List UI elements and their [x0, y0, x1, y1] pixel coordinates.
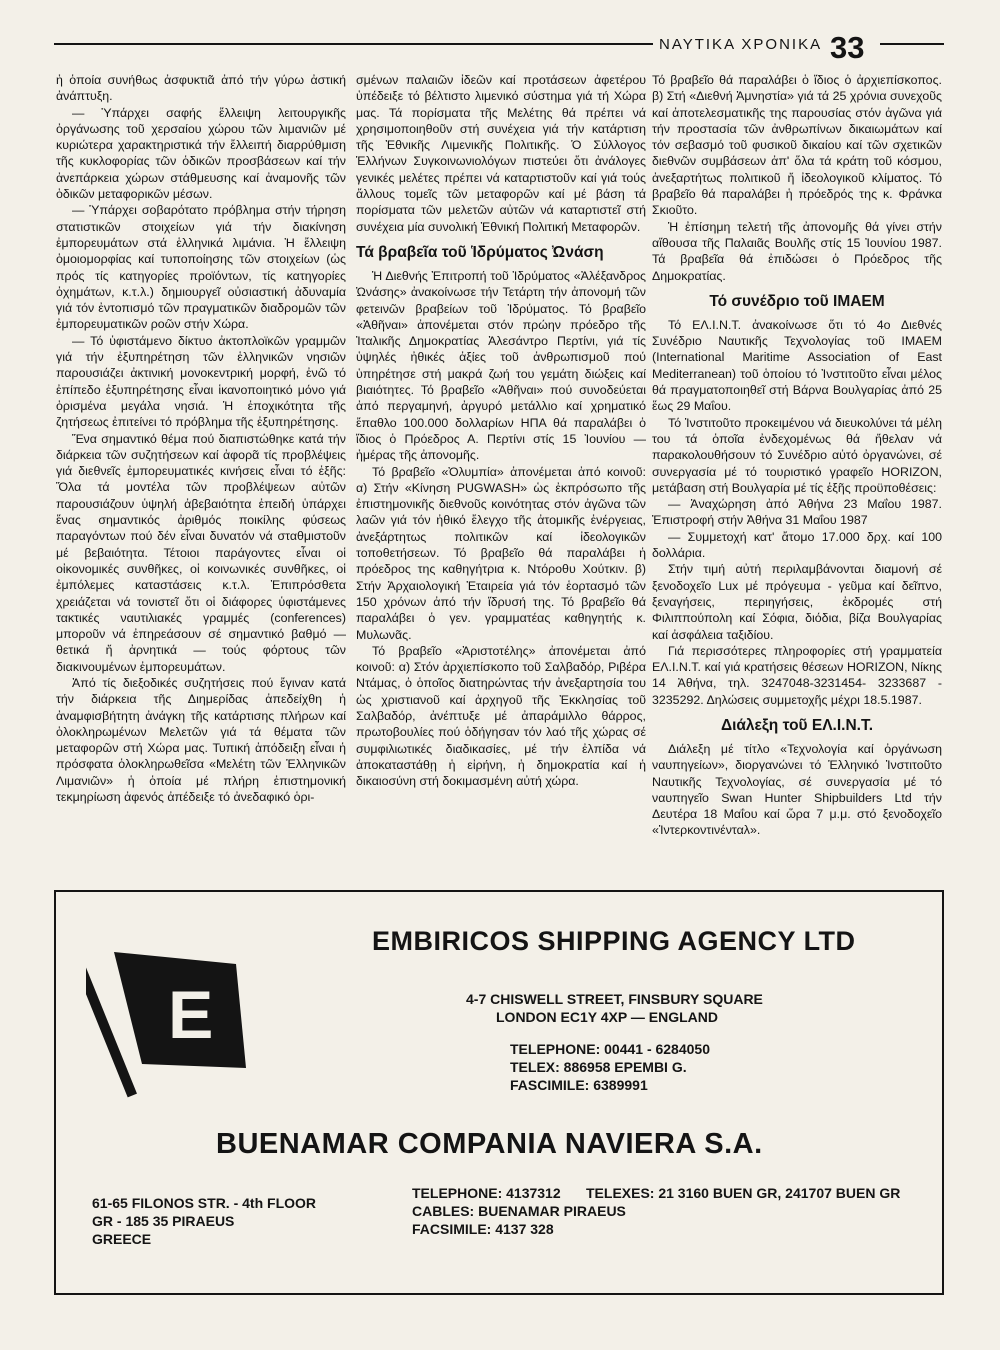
list-item: — Ἀναχώρηση ἀπό Ἀθήνα 23 Μαΐου 1987. Ἐπιστροφή στήν Ἀθήνα 31 Μαΐου 1987 — [652, 497, 942, 528]
article-paragraph: Διάλεξη μέ τίτλο «Τεχνολογία καί ὀργάνωση ναυπηγείων», διοργανώνει τό Ἑλληνικό Ἰνστιτοῦτο Ναυτικῆς Τεχνολογίας, σέ συνεργασία μέ τό ναυπηγεῖο Swan Hunter Shipbuilders Ltd τήν Δευτέρα 18 Μαΐου καί ὥρα 7 μ.μ. στό ξενοδοχεῖο «Ἰντερκοντινένταλ». — [652, 741, 942, 838]
article-paragraph: Ἡ ἐπίσημη τελετή τῆς ἀπονομῆς θά γίνει στήν αἴθουσα τῆς Παλαιᾶς Βουλῆς στίς 15 Ἰουνίου 1987. Τά βραβεῖα θά ἐπιδώσει ὁ Πρόεδρος τῆς Δημοκρατίας. — [652, 219, 942, 283]
address-line: GR - 185 35 PIRAEUS — [92, 1213, 235, 1229]
article-paragraph: Τό βραβεῖο «Ὀλυμπία» ἀπονέμεται ἀπό κοινοῦ: α) Στήν «Κίνηση PUGWASH» ὡς ἐκπρόσωπο τῆς ἐπιστημονικῆς διεθνοῦς κοινότητας στόν ἀγῶνα τῶν λαῶν γιά τόν ἠθικό ἔλεγχο τῆς ἀτομικῆς ἐνέργειας, ἀνεξάρτητως πολιτικῶν καί ἰδεολογικῶν τοποθετήσεων. Τό βραβεῖο θά παραλάβει ἡ πρόεδρος της καθηγήτρια κ. Ντόροθυ Χούτκιν. β) Στήν Ἀρχαιολογική Ἑταιρεία γιά τόν ἑορτασμό τῶν 150 χρόνων ἀπό τήν ἵδρυσή της. Τό βραβεῖο θά παραλάβει ὁ γεν. γραμματέας καθηγητής κ. Μυλωνᾶς. — [356, 464, 646, 642]
column-3 — [652, 72, 942, 882]
section-heading-onassis-awards: Τά βραβεῖα τοῦ Ἱδρύματος Ὠνάση — [356, 243, 604, 261]
facsimile-line: FACSIMILE: 4137 328 — [412, 1221, 554, 1237]
article-paragraph: Τό βραβεῖο θά παραλάβει ὁ ἴδιος ὁ ἀρχιεπίσκοπος. β) Στή «Διεθνή Ἀμνηστία» γιά τά 25 χρόνια συνεχοῦς καί ἀποτελεσματικῆς της παρουσίας στόν ἀγῶνα γιά τήν προστασία τῶν ἀνθρωπίνων δικαιωμάτων καί τόν σεβασμό τοῦ φυσικοῦ δικαίου καί τῶν σχετικῶν διεθνῶν συμβάσεων ἀπ' ὅλα τά κράτη τοῦ κόσμου, ἀνεξαρτήτως πολιτικοῦ ἤ ἰδεολογικοῦ κλίματος. Τό βραβεῖο θά παραλάβει ἡ πρόεδρός της κ. Φράνκα Σκιοῦτο. — [652, 73, 942, 218]
magazine-title: ΝΑΥΤΙΚΑ ΧΡΟΝΙΚΑ — [653, 36, 828, 53]
article-paragraph: Ἀπό τίς διεξοδικές συζητήσεις πού ἔγιναν κατά τήν διάρκεια τῆς Διημερίδας ἀπεδείχθη ἡ ἀναμφισβήτητη ἀνάγκη τῆς κατάρτισης πλήρων καί ὁλοκληρωμένων Μελετῶν γιά τά θέματα τῶν μεταφορῶν στή Χώρα μας. Τυπική ἀπόδειξη εἶναι ἡ πρόσφατα ὁλοκληρωθεῖσα «Μελέτη τῶν Ἑλληνικῶν Λιμανιῶν» ἡ ὁποία μέ πλήρη ἐπιστημονική τεκμηρίωση ἀφενός ἀπέδειξε τό ἀνεδαφικό ὁρι- — [56, 675, 346, 805]
article-paragraph: — Ὑπάρχει σαφής ἔλλειψη λειτουργικῆς ὀργάνωσης τοῦ χερσαίου χώρου τῶν λιμανιῶν μέ κυριώτερα χαρακτηριστικά τήν ἔλλειπή διαρρύθμιση τῆς κυκλοφορίας τῶν ὁδικῶν προσβάσεων καί τήν ἀνεπάρκεια χώρων στάθμευσης καί ἀναμονῆς τῶν ὁδικῶν μεταφορικῶν μέσων. — [56, 105, 346, 202]
address-line: GREECE — [92, 1231, 152, 1247]
article-paragraph: σμένων παλαιῶν ἰδεῶν καί προτάσεων ἀφετέρου ὑπέδειξε τό βέλτιστο λιμενικό σύστημα γιά τή Χώρα μας. Τά πορίσματα τῆς Μελέτης θά πρέπει νά χρησιμοποιηθοῦν στή συνέχεια γιά τήν κατάρτιση τῆς Ἐθνικῆς Λιμενικῆς Πολιτικῆς. Ὁ Σύλλογος Ἑλλήνων Συγκοινωνιολόγων πιστεύει ὅτι ἀνάλογες γενικές μελέτες πρέπει νά καταρτιστοῦν καί γιά τούς ἄλλους τομεῖς τῶν μεταφορῶν καί μέ βάση τά πορίσματα τῶν μελετῶν αὐτῶν νά καταρτιστεῖ στή συνέχεια μία συνολική Ἐθνική Πολιτική Μεταφορῶν. — [356, 73, 646, 234]
article-paragraph: Τό ΕΛ.Ι.Ν.Τ. ἀνακοίνωσε ὅτι τό 4ο Διεθνές Συνέδριο Ναυτικῆς Τεχνολογίας τοῦ IMAEM (International Maritime Association of East Mediterranean) τοῦ ὁποίου τό Ἰνστιτοῦτο εἶναι μέλος θά πραγματοποιηθεῖ στή Βάρνα Βουλγαρίας ἀπό 25 ἕως 29 Μαΐου. — [652, 317, 942, 414]
company-name-embiricos: EMBIRICOS SHIPPING AGENCY LTD — [372, 926, 856, 956]
address-line: 61-65 FILONOS STR. - 4th FLOOR — [92, 1195, 317, 1211]
header-rule-left — [54, 43, 654, 45]
article-paragraph: ἡ ὁποία συνήθως ἀσφυκτιᾶ ἀπό τήν γύρω ἀστική ἀνάπτυξη. — [56, 73, 346, 104]
article-paragraph: Γιά περισσότερες πληροφορίες στή γραμματεία ΕΛ.Ι.Ν.Τ. καί γιά κρατήσεις θέσεων HORIZON, Νίκης 14 Ἀθήνα, τηλ. 3247048-3231454- 3233687 - 3235292. Δηλώσεις συμμετοχῆς μέχρι 18.5.1987. — [652, 643, 942, 707]
flag-letter: E — [168, 977, 214, 1053]
article-paragraph: Στήν τιμή αὐτή περιλαμβάνονται διαμονή σέ ξενοδοχεῖο Lux μέ πρόγευμα - γεῦμα καί δεῖπνο, ξεναγήσεις, περιηγήσεις, ἐκδρομές στή Φιλιππούπολη καί Σόφια, διόδια, βίζα Βουλγαρίας καί ἀσφάλεια ταξιδίου. — [652, 562, 942, 642]
address-line: LONDON EC1Y 4XP — ENGLAND — [496, 1009, 718, 1025]
article-paragraph: Τό Ἰνστιτοῦτο προκειμένου νά διευκολύνει τά μέλη του τά ὁποῖα ἐνδεχομένως θά ἤθελαν νά παρακολουθήσουν τό Συνέδριο αὐτό ὀργανώνει, σέ συνεργασία μέ τό τουριστικό γραφεῖο HORIZON, μετάβαση στή Βουλγαρία μέ τίς ἑξῆς προϋποθέσεις: — [652, 415, 942, 495]
facsimile-line: FASCIMILE: 6389991 — [510, 1077, 648, 1093]
article-paragraph: Ἡ Διεθνής Ἐπιτροπή τοῦ Ἱδρύματος «Ἀλέξανδρος Ὠνάσης» ἀνακοίνωσε τήν Τετάρτη τήν ἀπονομή τῶν φετεινῶν βραβείων τοῦ Ἱδρύματος. Τό βραβεῖο «Ἀθῆναι» ἀπονέμεται στόν πρώην πρόεδρο τῆς Ἰταλικῆς Δημοκρατίας Ἀλεσάντρο Περτίνι, γιά τίς ὑψηλές ἠθικές ἀξίες τοῦ ἀνθρωπισμοῦ πού ὑπηρέτησε στή μακρά ζωή του γεμάτη διώξεις καί βιαιότητες. Τό βραβεῖο «Ἀθῆναι» πού συνοδεύεται ἀπό περγαμηνή, ἀργυρό μετάλλιο καί χρηματικό ἔπαθλο 100.000 δολλαρίων ΗΠΑ θά παραλάβει ὁ ἴδιος ὁ Πρόεδρος Α. Περτίνι στίς 15 Ἰουνίου — ἡμέρας τῆς ἀπονομῆς. — [356, 268, 646, 463]
page-number: 33 — [822, 30, 872, 66]
article-paragraph: — Ὑπάρχει σοβαρότατο πρόβλημα στήν τήρηση στατιστικῶν στοιχείων γιά τήν διακίνηση ἐμπορευμάτων στά ἑλληνικά λιμάνια. Ἡ ἔλλειψη ὁμοιομορφίας καί τυποποίησης τῶν στοιχείων (ὡς πρός τίς κατηγορίες προϊόντων, τίς κατηγορίες ὀχημάτων, κ.τ.λ.) δημιουργεῖ οὐσιαστική ἀδυναμία γιά τόν ἐντοπισμό τῶν πραγματικῶν διαδρομῶν τῶν ἐμπορευματικῶν ροῶν στήν Χώρα. — [56, 203, 346, 332]
telexes-line: TELEXES: 21 3160 BUEN GR, 241707 BUEN GR — [586, 1185, 901, 1201]
cables-line: CABLES: BUENAMAR PIRAEUS — [412, 1203, 626, 1219]
header-rule-right — [880, 43, 944, 45]
company-name-buenamar: BUENAMAR COMPANIA NAVIERA S.A. — [216, 1128, 763, 1160]
telephone-line: TELEPHONE: 00441 - 6284050 — [510, 1041, 710, 1057]
telex-line: TELEX: 886958 EPEMBI G. — [510, 1059, 687, 1075]
article-paragraph: Τό βραβεῖο «Ἀριστοτέλης» ἀπονέμεται ἀπό κοινοῦ: α) Στόν ἀρχιεπίσκοπο τοῦ Σαλβαδόρ, Ριβέρα Ντάμας, ὁ ὁποῖος διατηρώντας τήν ἀνεξαρτησία του ὡς χριστιανοῦ καί ἀρχηγοῦ τῆς Ἐκκλησίας τοῦ Σαλβαδόρ, ἀνέπτυξε μέ ἀπαράμιλλο θάρρος, πρωτοβουλίες πού ὁδήγησαν τόν λαό τῆς χώρας σέ συμφιλιωτικές διαδικασίες, μέ τήν ἐλπίδα νά ἀποκαταστάθῃ ἡ εἰρήνη, ἡ δημοκρατία καί ἡ δικαιοσύνη στή δοκιμασμένη αὐτή χώρα. — [356, 643, 646, 789]
column-1 — [56, 72, 346, 882]
telephone-line: TELEPHONE: 4137312 — [412, 1185, 561, 1201]
address-line: 4-7 CHISWELL STREET, FINSBURY SQUARE — [466, 991, 763, 1007]
advertisement-box — [54, 890, 944, 1295]
section-heading-imaem: Τό συνέδριο τοῦ ΙΜΑΕΜ — [709, 292, 885, 310]
section-heading-elint-lecture: Διάλεξη τοῦ ΕΛ.Ι.Ν.Τ. — [720, 716, 874, 734]
list-item: — Συμμετοχή κατ' ἄτομο 17.000 δρχ. καί 100 δολλάρια. — [652, 529, 942, 561]
article-paragraph: Ἕνα σημαντικό θέμα πού διαπιστώθηκε κατά τήν διάρκεια τῶν συζητήσεων καί ἀφορᾶ τίς προβλέψεις γιά διεθνεῖς ἐμπορευματικές κινήσεις εἶναι τό ἑξῆς: Ὅλα τά μοντέλα τῶν προβλέψεων αὐτῶν παρουσιάζουν ὑψηλή ἀβεβαιότητα ἐπειδή ὑπάρχει ἕνας σημαντικός ἀριθμός ποικίλης φύσεως παραγόντων πού δέν εἶναι δυνατόν νά σταθμιστοῦν μέ βεβαιότητα. Τέτοιοι παράγοντες εἶναι οἱ οἰκονομικές συνθῆκες, οἱ κοινωνικές συνθῆκες, οἱ ἐμπόλεμες καταστάσεις κ.τ.λ. Ἐπιπρόσθετα χρειάζεται νά τονιστεῖ ὅτι οἱ διάφορες ὑφιστάμενες τακτικές ναυτιλιακές γραμμές (conferences) μποροῦν νά ἐπηρεάσουν σέ σημαντικό βαθμό — θετικά ἤ ἀρνητικά — τούς φόρτους τῶν διακινουμένων ἐμπορευμάτων. — [56, 431, 346, 674]
column-2 — [356, 72, 646, 882]
article-paragraph: — Τό ὑφιστάμενο δίκτυο ἀκτοπλοϊκῶν γραμμῶν γιά τήν ἐξυπηρέτηση τῶν ἑλληνικῶν νησιῶν παρουσιάζει ἀκτινική μονοκεντρική μορφή, ἐνῶ τό ἐπίπεδο ἐξυπηρέτησης εἶναι ἱκανοποιητικό μόνο γιά ὁρισμένα μεγάλα νησιά. Ἡ ἐποχικότητα τῆς ζητήσεως ἐπιτείνει τό πρόβλημα τῆς ἐξυπηρέτησης. — [56, 333, 346, 430]
company-flag-logo — [86, 918, 256, 1103]
